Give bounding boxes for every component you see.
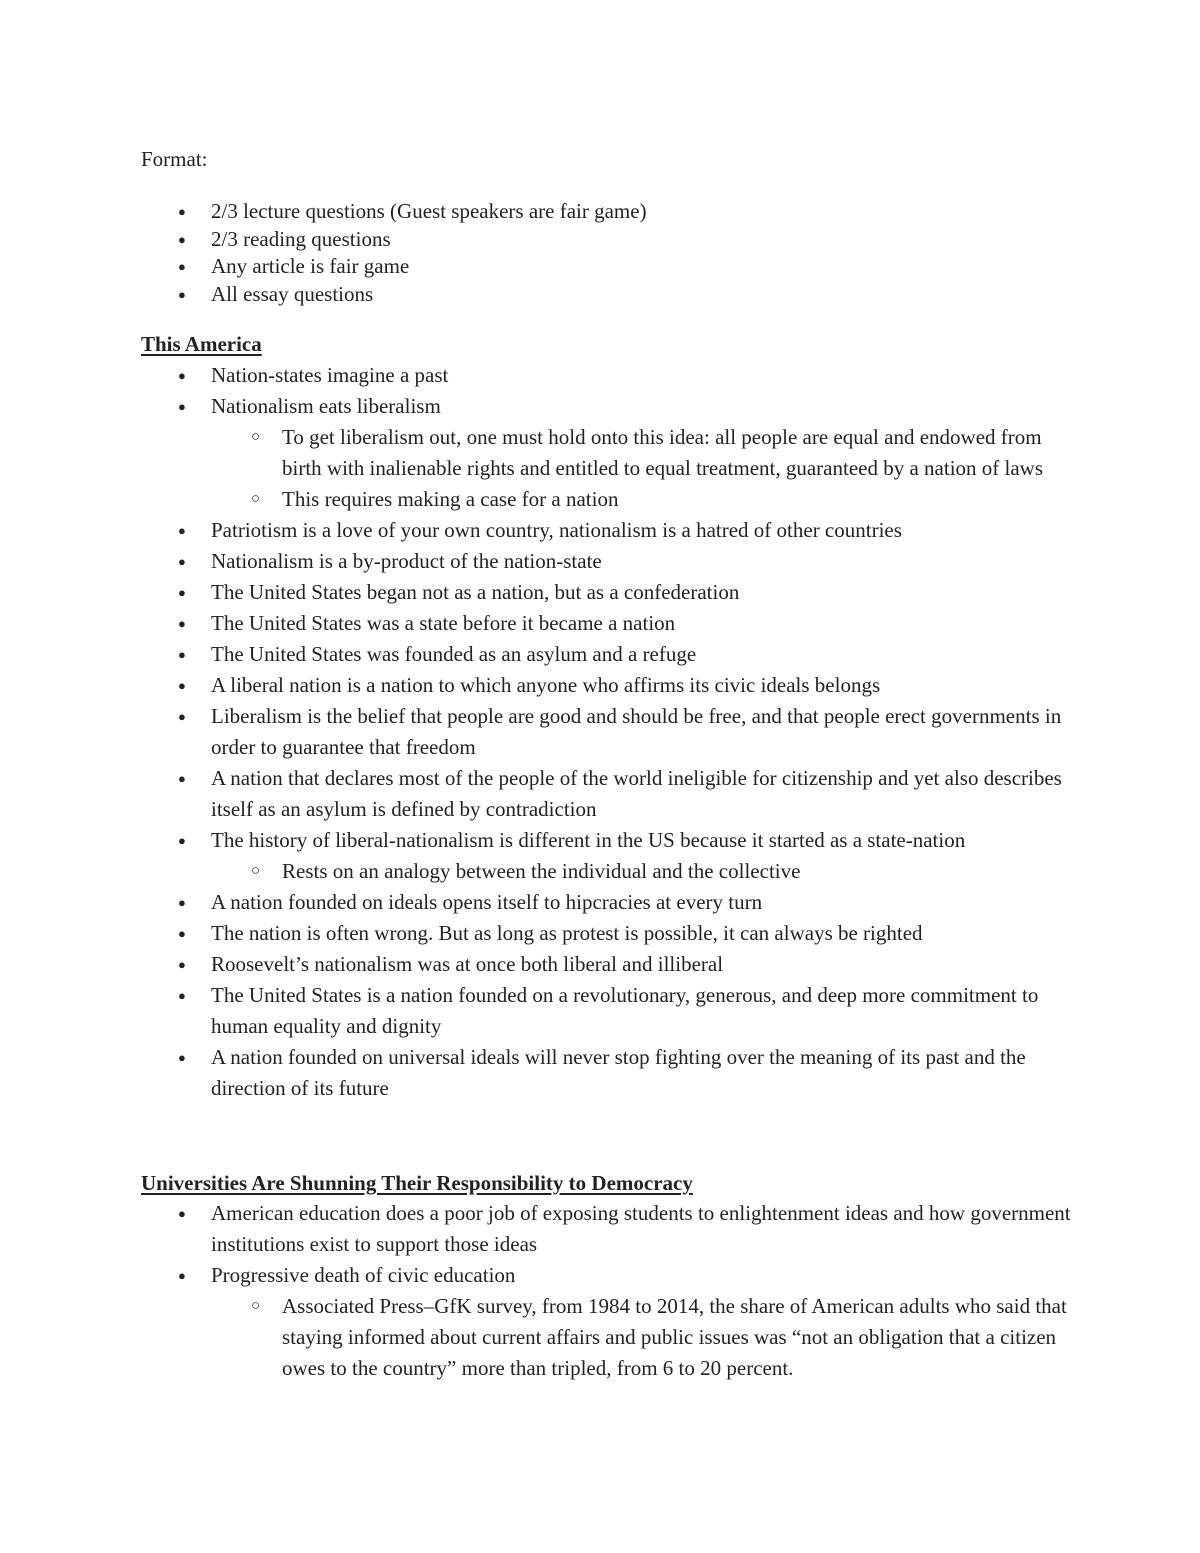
list-item: ● American education does a poor job of exposing students to enlightenment ideas and how government institutions exist to support those ideas (141, 1198, 1081, 1260)
bullet-filled-icon: ● (178, 833, 186, 848)
list-item: ● Progressive death of civic education (141, 1260, 1081, 1291)
sub-list-item: ○ This requires making a case for a nation (141, 484, 1081, 515)
bullet-filled-icon: ● (178, 957, 186, 972)
list-item: ● Patriotism is a love of your own country, nationalism is a hatred of other countries (141, 515, 1081, 546)
this-america-list (141, 360, 1081, 1104)
section-heading-this-america: This America (141, 332, 262, 356)
format-label: Format: (141, 147, 208, 171)
bullet-filled-icon: ● (178, 926, 186, 941)
bullet-filled-icon: ● (178, 616, 186, 631)
bullet-filled-icon: ● (178, 647, 186, 662)
bullet-filled-icon: ● (178, 204, 186, 219)
bullet-filled-icon: ● (178, 585, 186, 600)
list-item: ● Liberalism is the belief that people are good and should be free, and that people erect governments in order to guarantee that freedom (141, 701, 1081, 763)
list-item: ● 2/3 lecture questions (Guest speakers are fair game) (141, 198, 1081, 226)
bullet-filled-icon: ● (178, 286, 186, 302)
list-item: ● A liberal nation is a nation to which anyone who affirms its civic ideals belongs (141, 670, 1081, 701)
bullet-filled-icon: ● (178, 988, 186, 1003)
bullet-hollow-icon: ○ (251, 1298, 261, 1314)
list-item: ● The United States was founded as an asylum and a refuge (141, 639, 1081, 670)
list-item: ● 2/3 reading questions (141, 226, 1081, 254)
list-item: ● A nation that declares most of the people of the world ineligible for citizenship and yet also describes itself as an asylum is defined by contradiction (141, 763, 1081, 825)
list-item: ● Roosevelt’s nationalism was at once both liberal and illiberal (141, 949, 1081, 980)
list-item: ● The United States was a state before it became a nation (141, 608, 1081, 639)
sub-list-item: ○ Rests on an analogy between the individual and the collective (141, 856, 1081, 887)
sub-list-item: ○ Associated Press–GfK survey, from 1984 to 2014, the share of American adults who said that staying informed about current affairs and public issues was “not an obligation that a citizen owes to the country” more than tripled, from 6 to 20 percent. (141, 1291, 1081, 1384)
bullet-hollow-icon: ○ (251, 429, 261, 445)
bullet-filled-icon: ● (178, 231, 186, 247)
list-item: ● All essay questions (141, 281, 1081, 309)
bullet-filled-icon: ● (178, 771, 186, 786)
bullet-filled-icon: ● (178, 709, 186, 724)
bullet-filled-icon: ● (178, 554, 186, 569)
bullet-filled-icon: ● (178, 1206, 186, 1221)
bullet-filled-icon: ● (178, 895, 186, 910)
list-item: ● A nation founded on universal ideals will never stop fighting over the meaning of its past and the direction of its future (141, 1042, 1081, 1104)
bullet-filled-icon: ● (178, 259, 186, 274)
bullet-filled-icon: ● (178, 368, 186, 383)
bullet-hollow-icon: ○ (251, 863, 261, 879)
sub-list-item: ○ To get liberalism out, one must hold onto this idea: all people are equal and endowed from birth with inalienable rights and entitled to equal treatment, guaranteed by a nation of laws (141, 422, 1081, 484)
bullet-filled-icon: ● (178, 678, 186, 693)
list-item: ● Nation-states imagine a past (141, 360, 1081, 391)
section-heading-universities: Universities Are Shunning Their Responsibility to Democracy (141, 1171, 693, 1195)
list-item: ● The United States is a nation founded on a revolutionary, generous, and deep more commitment to human equality and dignity (141, 980, 1081, 1042)
list-item: ● The nation is often wrong. But as long as protest is possible, it can always be righted (141, 918, 1081, 949)
universities-list (141, 1198, 1081, 1384)
list-item: ● The United States began not as a nation, but as a confederation (141, 577, 1081, 608)
list-item: ● Nationalism eats liberalism (141, 391, 1081, 422)
list-item: ● The history of liberal-nationalism is different in the US because it started as a state-nation (141, 825, 1081, 856)
list-item: ● A nation founded on ideals opens itself to hipcracies at every turn (141, 887, 1081, 918)
format-list (141, 198, 1081, 308)
bullet-filled-icon: ● (178, 399, 186, 414)
bullet-hollow-icon: ○ (251, 491, 261, 507)
bullet-filled-icon: ● (178, 1050, 186, 1065)
list-item: ● Any article is fair game (141, 253, 1081, 281)
bullet-filled-icon: ● (178, 1268, 186, 1283)
bullet-filled-icon: ● (178, 523, 186, 538)
list-item: ● Nationalism is a by-product of the nation-state (141, 546, 1081, 577)
